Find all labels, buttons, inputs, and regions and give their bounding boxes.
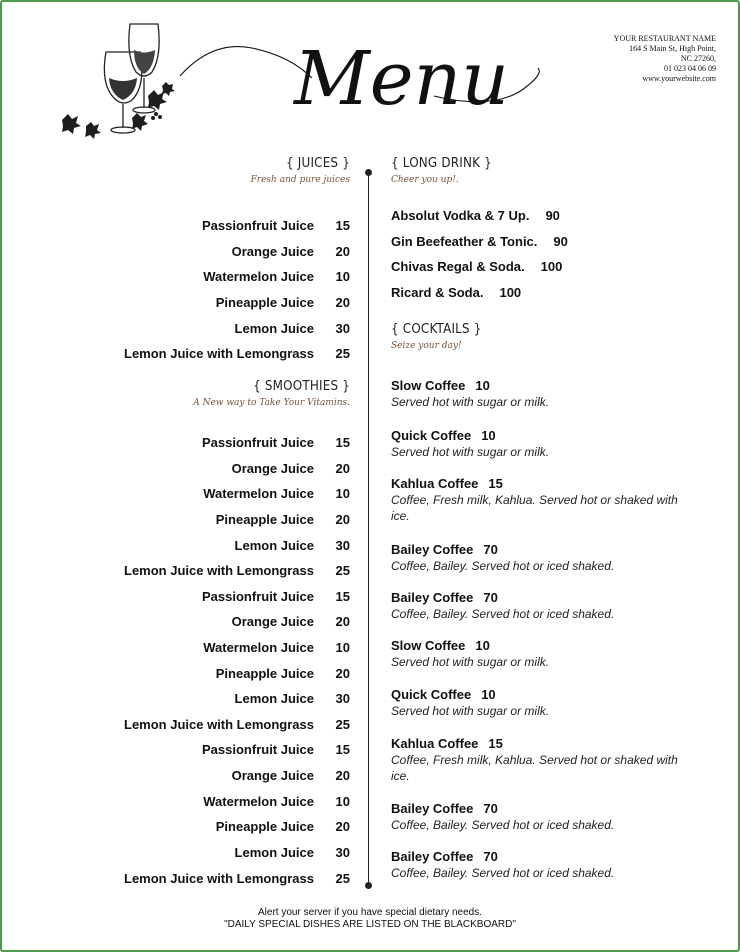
item-price: 70 bbox=[483, 849, 498, 864]
list-item bbox=[203, 486, 350, 502]
item-name: Quick Coffee bbox=[391, 428, 472, 443]
item-price: 10 bbox=[475, 378, 490, 393]
item-name: Passionfruit Juice bbox=[202, 218, 314, 233]
item-name: Absolut Vodka & 7 Up. bbox=[391, 208, 530, 223]
item-name: Pineapple Juice bbox=[215, 512, 314, 527]
list-item bbox=[203, 269, 350, 285]
item-name: Watermelon Juice bbox=[203, 794, 314, 809]
item-price: 30 bbox=[335, 691, 350, 706]
item-name: Passionfruit Juice bbox=[202, 435, 314, 450]
footer bbox=[0, 907, 740, 931]
item-price: 90 bbox=[545, 208, 560, 223]
item-price: 15 bbox=[335, 218, 350, 233]
item-description: Coffee, Bailey. Served hot or iced shaked. bbox=[391, 818, 615, 832]
item-name: Lemon Juice with Lemongrass bbox=[124, 563, 314, 578]
item-price: 15 bbox=[335, 742, 350, 757]
list-item bbox=[235, 845, 350, 861]
item-name: Kahlua Coffee bbox=[391, 736, 479, 751]
item-price: 20 bbox=[335, 819, 350, 834]
column-divider bbox=[368, 172, 369, 885]
item-price: 20 bbox=[335, 512, 350, 527]
item-name: Watermelon Juice bbox=[203, 640, 314, 655]
item-name: Passionfruit Juice bbox=[202, 742, 314, 757]
list-item bbox=[124, 871, 350, 887]
list-item bbox=[391, 285, 521, 300]
item-price: 10 bbox=[335, 269, 350, 284]
list-item bbox=[124, 346, 350, 362]
item-name: Watermelon Juice bbox=[203, 269, 314, 284]
item-price: 15 bbox=[488, 476, 503, 491]
list-item bbox=[235, 321, 350, 337]
list-item bbox=[216, 819, 350, 835]
list-item bbox=[124, 717, 350, 733]
list-item bbox=[391, 638, 691, 670]
flourish-icon bbox=[180, 47, 312, 78]
item-name: Lemon Juice bbox=[234, 321, 314, 336]
list-item bbox=[391, 234, 568, 249]
item-price: 25 bbox=[335, 346, 350, 361]
restaurant-name: YOUR RESTAURANT NAME bbox=[613, 34, 716, 43]
section-title: { LONG DRINK } bbox=[391, 156, 492, 171]
section-subtitle: Cheer you up!. bbox=[391, 175, 459, 185]
item-price: 20 bbox=[335, 666, 350, 681]
item-price: 15 bbox=[335, 589, 350, 604]
item-name: Kahlua Coffee bbox=[391, 476, 479, 491]
item-price: 20 bbox=[335, 461, 350, 476]
item-price: 70 bbox=[483, 801, 498, 816]
footer-blackboard-note: "DAILY SPECIAL DISHES ARE LISTED ON THE BLACKBOARD" bbox=[224, 919, 516, 930]
list-item bbox=[203, 794, 350, 810]
item-description: Served hot with sugar or milk. bbox=[391, 395, 550, 409]
list-item bbox=[391, 378, 691, 410]
item-price: 20 bbox=[335, 295, 350, 310]
item-price: 70 bbox=[483, 590, 498, 605]
cocktails-section bbox=[391, 322, 691, 351]
list-item bbox=[232, 461, 350, 477]
list-item bbox=[391, 736, 691, 784]
item-name: Orange Juice bbox=[231, 614, 314, 629]
item-name: Passionfruit Juice bbox=[202, 589, 314, 604]
item-price: 30 bbox=[335, 845, 350, 860]
item-name: Bailey Coffee bbox=[391, 801, 474, 816]
item-name: Lemon Juice with Lemongrass bbox=[124, 871, 314, 886]
restaurant-address-line1: 164 S Main St, High Point, bbox=[629, 44, 716, 53]
list-item bbox=[124, 563, 350, 579]
long-drink-section bbox=[391, 156, 691, 185]
item-price: 20 bbox=[335, 244, 350, 259]
item-price: 70 bbox=[483, 542, 498, 557]
item-name: Quick Coffee bbox=[391, 687, 472, 702]
list-item bbox=[232, 614, 350, 630]
list-item bbox=[232, 768, 350, 784]
item-name: Bailey Coffee bbox=[391, 542, 474, 557]
section-subtitle: A New way to Take Your Vitamins. bbox=[193, 398, 350, 408]
item-description: Coffee, Fresh milk, Kahlua. Served hot or shaked with ice. bbox=[391, 493, 678, 523]
item-price: 100 bbox=[499, 285, 522, 300]
item-price: 100 bbox=[540, 259, 563, 274]
wine-glasses-icon bbox=[52, 16, 182, 144]
item-price: 15 bbox=[488, 736, 503, 751]
restaurant-info bbox=[516, 34, 716, 84]
restaurant-address-line2: NC 27260, bbox=[680, 54, 716, 63]
section-title: { JUICES } bbox=[286, 156, 350, 171]
list-item bbox=[391, 208, 560, 223]
list-item bbox=[391, 849, 691, 881]
item-description: Coffee, Bailey. Served hot or iced shaked. bbox=[391, 607, 615, 621]
item-name: Orange Juice bbox=[231, 768, 314, 783]
list-item bbox=[391, 259, 562, 274]
section-title: { COCKTAILS } bbox=[391, 322, 482, 337]
item-price: 20 bbox=[335, 768, 350, 783]
section-subtitle: Seize your day! bbox=[391, 341, 462, 351]
list-item bbox=[391, 542, 691, 574]
item-price: 25 bbox=[335, 563, 350, 578]
list-item bbox=[391, 590, 691, 622]
list-item bbox=[216, 295, 350, 311]
item-name: Pineapple Juice bbox=[215, 295, 314, 310]
item-name: Pineapple Juice bbox=[215, 666, 314, 681]
item-price: 15 bbox=[335, 435, 350, 450]
section-subtitle: Fresh and pure juices bbox=[250, 175, 350, 185]
item-name: Lemon Juice bbox=[234, 845, 314, 860]
item-description: Coffee, Bailey. Served hot or iced shaked. bbox=[391, 559, 615, 573]
item-name: Bailey Coffee bbox=[391, 849, 474, 864]
list-item bbox=[232, 244, 350, 260]
list-item bbox=[216, 512, 350, 528]
item-price: 25 bbox=[335, 871, 350, 886]
item-name: Bailey Coffee bbox=[391, 590, 474, 605]
item-price: 30 bbox=[335, 538, 350, 553]
item-name: Lemon Juice with Lemongrass bbox=[124, 717, 314, 732]
item-price: 30 bbox=[335, 321, 350, 336]
item-description: Coffee, Bailey. Served hot or iced shaked. bbox=[391, 866, 615, 880]
item-name: Watermelon Juice bbox=[203, 486, 314, 501]
list-item bbox=[235, 691, 350, 707]
item-description: Coffee, Fresh milk, Kahlua. Served hot or shaked with ice. bbox=[391, 753, 678, 783]
list-item bbox=[203, 640, 350, 656]
list-item bbox=[202, 589, 350, 605]
item-name: Pineapple Juice bbox=[215, 819, 314, 834]
list-item bbox=[391, 476, 691, 524]
item-price: 20 bbox=[335, 614, 350, 629]
item-price: 25 bbox=[335, 717, 350, 732]
list-item bbox=[391, 801, 691, 833]
item-name: Orange Juice bbox=[231, 461, 314, 476]
list-item bbox=[202, 218, 350, 234]
item-name: Lemon Juice bbox=[234, 538, 314, 553]
list-item bbox=[216, 666, 350, 682]
item-description: Served hot with sugar or milk. bbox=[391, 655, 550, 669]
list-item bbox=[202, 435, 350, 451]
restaurant-website: www.yourwebsite.com bbox=[642, 74, 716, 83]
item-name: Lemon Juice bbox=[234, 691, 314, 706]
juices-section bbox=[0, 156, 350, 185]
item-name: Orange Juice bbox=[231, 244, 314, 259]
list-item bbox=[391, 428, 691, 460]
item-price: 10 bbox=[475, 638, 490, 653]
restaurant-phone: 01 023 04 06 09 bbox=[664, 64, 716, 73]
item-name: Ricard & Soda. bbox=[391, 285, 484, 300]
footer-dietary-note: Alert your server if you have special dietary needs. bbox=[258, 907, 482, 918]
item-price: 10 bbox=[481, 687, 496, 702]
item-price: 10 bbox=[335, 486, 350, 501]
menu-title bbox=[172, 18, 562, 133]
item-name: Slow Coffee bbox=[391, 378, 466, 393]
item-price: 90 bbox=[553, 234, 568, 249]
menu-title-text: Menu bbox=[294, 36, 509, 122]
divider-dot-icon bbox=[365, 169, 372, 176]
item-name: Chivas Regal & Soda. bbox=[391, 259, 525, 274]
list-item bbox=[391, 687, 691, 719]
list-item bbox=[202, 742, 350, 758]
section-title: { SMOOTHIES } bbox=[253, 379, 350, 394]
item-price: 10 bbox=[335, 640, 350, 655]
item-name: Slow Coffee bbox=[391, 638, 466, 653]
item-price: 10 bbox=[481, 428, 496, 443]
item-description: Served hot with sugar or milk. bbox=[391, 704, 550, 718]
item-description: Served hot with sugar or milk. bbox=[391, 445, 550, 459]
item-name: Lemon Juice with Lemongrass bbox=[124, 346, 314, 361]
smoothies-section bbox=[0, 379, 350, 408]
divider-dot-icon bbox=[365, 882, 372, 889]
item-name: Gin Beefeather & Tonic. bbox=[391, 234, 538, 249]
list-item bbox=[235, 538, 350, 554]
item-price: 10 bbox=[335, 794, 350, 809]
